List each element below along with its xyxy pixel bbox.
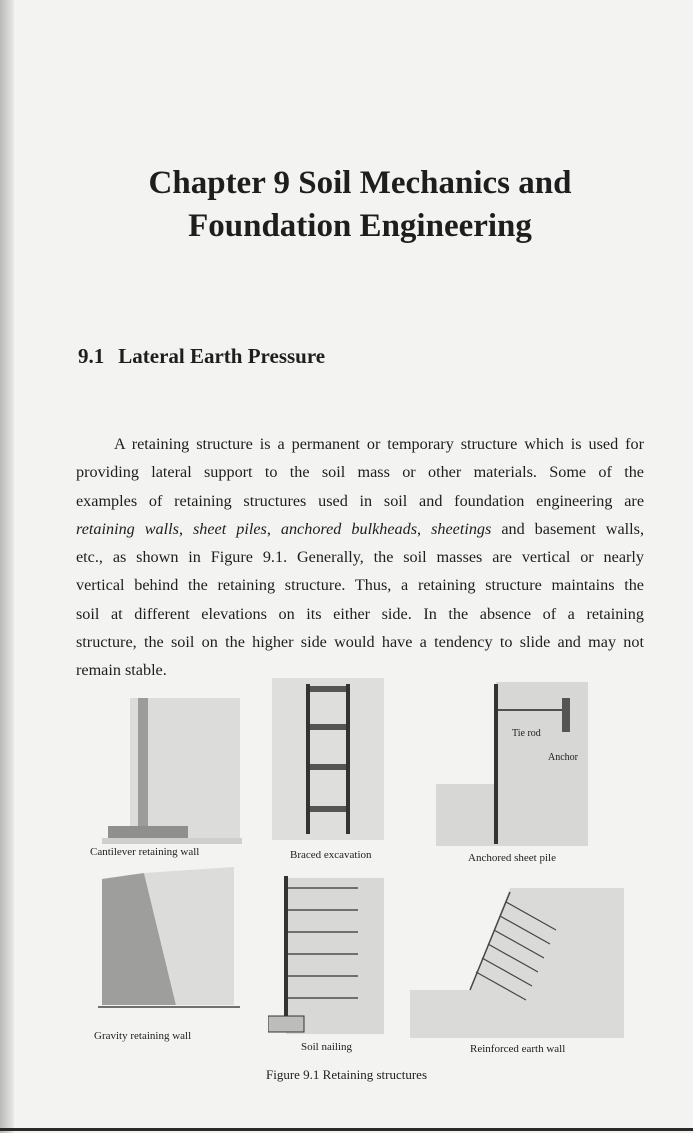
braced-excavation-figure [272,678,384,840]
section-title: Lateral Earth Pressure [118,344,326,368]
label-tie-rod: Tie rod [512,728,541,739]
paragraph-line: examples of retaining structures used in soil and foundation engineering are [76,491,644,510]
label-anchor: Anchor [548,752,578,763]
page-binding-shadow [0,0,14,1133]
caption-anchored: Anchored sheet pile [468,852,556,864]
paragraph-line: etc., as shown in Figure 9.1. Generally, the soil masses are vertical or nearly [76,548,644,567]
paragraph-line: providing lateral support to the soil mass or other materials. Some of the [76,463,644,482]
gravity-wall-figure [94,865,244,1020]
paragraph-line: soil at different elevations on its either side. In the absence of a retaining [76,604,644,623]
caption-braced: Braced excavation [290,849,372,861]
separator: , [266,519,281,538]
section-number: 9.1 [78,344,105,368]
paragraph-line: remain stable. [76,661,167,680]
anchored-sheet-pile-figure [436,682,588,846]
cantilever-wall-figure [102,688,242,848]
caption-nailing: Soil nailing [301,1041,353,1053]
reinforced-earth-wall-figure [410,886,624,1038]
paragraph-line: vertical behind the retaining structure. Thus, a retaining structure maintains the [76,576,644,595]
chapter-title [60,162,660,248]
page-bottom-edge [0,1128,693,1131]
caption-gravity: Gravity retaining wall [94,1030,192,1042]
caption-reinforced: Reinforced earth wall [470,1043,566,1055]
paragraph-line: A retaining structure is a permanent or temporary structure which is used for [114,435,644,453]
paragraph-line [76,515,644,543]
body-paragraph [76,430,644,685]
term-anchored-bulkheads: anchored bulkheads [280,519,418,538]
paragraph-line: structure, the soil on the higher side would have a tendency to slide and may not [76,633,644,652]
separator: , [178,519,193,538]
soil-nailing-figure [268,872,384,1034]
term-retaining-walls: retaining walls [76,519,179,538]
paragraph-text: and basement walls, [491,519,645,538]
caption-cantilever: Cantilever retaining wall [90,846,200,858]
term-sheet-piles: sheet piles [192,519,267,538]
chapter-title-line-1: Chapter 9 Soil Mechanics and [148,165,572,201]
figure-caption: Figure 9.1 Retaining structures [265,1067,428,1082]
term-sheetings: sheetings [431,519,492,538]
separator: , [417,519,432,538]
section-heading [78,344,325,369]
chapter-title-line-2: Foundation Engineering [188,208,532,244]
